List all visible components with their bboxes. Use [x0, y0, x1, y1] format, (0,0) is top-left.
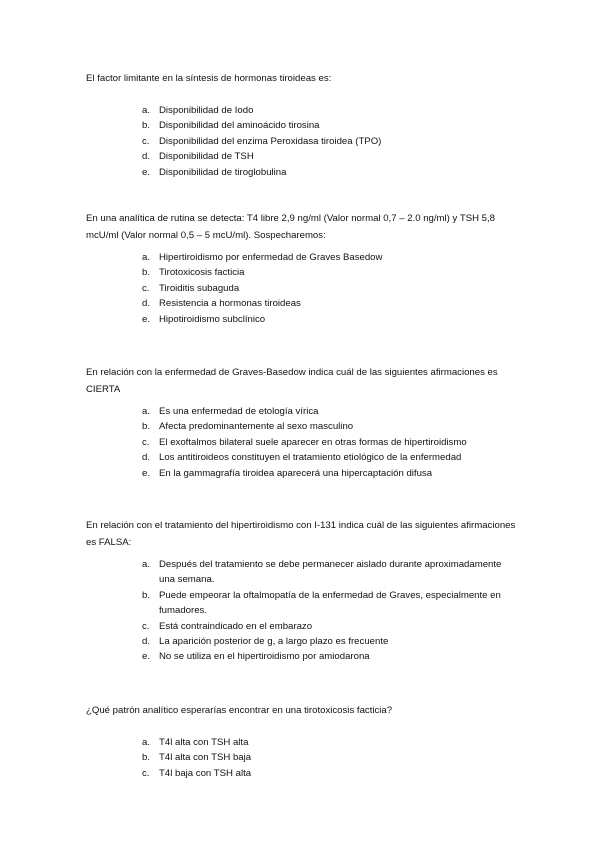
question-4 [86, 517, 526, 665]
option-item [142, 634, 502, 649]
option-item [142, 766, 522, 781]
question-stem: ¿Qué patrón analítico esperarías encontrar en una tirotoxicosis facticia? [86, 705, 393, 716]
option-letter: a. [142, 406, 151, 417]
option-item [142, 435, 522, 450]
option-letter: c. [142, 135, 150, 147]
option-letter: b. [142, 120, 151, 132]
option-letter: b. [142, 589, 151, 601]
option-text: No se utiliza en el hipertiroidismo por amiodarona [159, 651, 370, 663]
question-stem: En relación con la enfermedad de Graves-Basedow indica cuál de las siguientes afirmaciones es CIERTA [86, 367, 498, 395]
option-text: Puede empeorar la oftalmopatía de la enfermedad de Graves, especialmente en fumadores. [159, 589, 501, 617]
option-letter: c. [142, 767, 150, 779]
option-text: Disponibilidad del enzima Peroxidasa tiroidea (TPO) [159, 135, 382, 147]
options-list [142, 404, 522, 481]
option-item [142, 250, 522, 265]
option-item [142, 149, 522, 164]
question-5 [86, 702, 526, 781]
option-letter: b. [142, 421, 151, 433]
option-letter: a. [142, 559, 151, 570]
option-text: La aparición posterior de g, a largo plazo es frecuente [159, 636, 389, 648]
option-letter: d. [142, 452, 151, 464]
option-letter: a. [142, 252, 151, 263]
question-stem: El factor limitante en la síntesis de hormonas tiroideas es: [86, 73, 332, 84]
option-item [142, 750, 522, 765]
option-text: Disponibilidad del aminoácido tirosina [159, 120, 320, 132]
option-text: Resistencia a hormonas tiroideas [159, 298, 301, 310]
option-text: T4l baja con TSH alta [159, 767, 252, 779]
option-text: Tiroiditis subaguda [159, 282, 240, 294]
option-letter: e. [142, 166, 151, 178]
option-text: Disponibilidad de Iodo [159, 105, 254, 116]
question-stem: En relación con el tratamiento del hipertiroidismo con I-131 indica cuál de las siguientes afirmaciones es FALSA: [86, 520, 516, 548]
option-item [142, 419, 522, 434]
option-item [142, 165, 522, 180]
option-text: T4l alta con TSH alta [159, 737, 249, 748]
option-item [142, 281, 522, 296]
option-letter: a. [142, 105, 151, 116]
option-text: El exoftalmos bilateral suele aparecer en otras formas de hipertiroidismo [159, 436, 467, 448]
option-item [142, 450, 522, 465]
option-text: Disponibilidad de tiroglobulina [159, 166, 287, 178]
option-letter: c. [142, 620, 150, 632]
option-text: Está contraindicado en el embarazo [159, 620, 313, 632]
option-item [142, 312, 522, 327]
option-letter: d. [142, 298, 151, 310]
option-letter: c. [142, 282, 150, 294]
option-text: Después del tratamiento se debe permanecer aislado durante aproximadamente una semana. [159, 559, 502, 586]
option-item [142, 557, 502, 588]
question-2 [86, 210, 526, 327]
option-letter: e. [142, 313, 151, 325]
option-item [142, 296, 522, 311]
question-stem: En una analítica de rutina se detecta: T4 libre 2,9 ng/ml (Valor normal 0,7 – 2.0 ng/ml) y TSH 5,8 mcU/ml (Valor normal 0,5 – 5 mcU/ml). Sospecharemos: [86, 213, 496, 241]
question-1 [86, 70, 526, 180]
option-item [142, 404, 522, 419]
option-item [142, 619, 502, 634]
option-item [142, 265, 522, 280]
option-text: T4l alta con TSH baja [159, 752, 252, 764]
option-text: Hipertiroidismo por enfermedad de Graves Basedow [159, 252, 383, 263]
option-item [142, 103, 522, 118]
option-text: En la gammagrafía tiroidea aparecerá una hipercaptación difusa [159, 467, 433, 479]
option-item [142, 735, 522, 750]
option-item [142, 588, 502, 619]
option-letter: e. [142, 467, 151, 479]
option-letter: e. [142, 651, 151, 663]
option-text: Tirotoxicosis facticia [159, 267, 245, 279]
option-text: Los antitiroideos constituyen el tratamiento etiológico de la enfermedad [159, 452, 462, 464]
option-letter: d. [142, 151, 151, 163]
option-letter: d. [142, 636, 151, 648]
option-text: Disponibilidad de TSH [159, 151, 254, 163]
options-list [142, 735, 522, 781]
option-item [142, 118, 522, 133]
option-letter: a. [142, 737, 151, 748]
options-list [142, 557, 502, 665]
option-letter: b. [142, 752, 151, 764]
option-item [142, 466, 522, 481]
option-letter: c. [142, 436, 150, 448]
question-3 [86, 364, 526, 481]
option-letter: b. [142, 267, 151, 279]
option-text: Hipotiroidismo subclínico [159, 313, 266, 325]
option-item [142, 649, 502, 664]
option-item [142, 134, 522, 149]
options-list [142, 250, 522, 327]
option-text: Es una enfermedad de etología vírica [159, 406, 319, 417]
option-text: Afecta predominantemente al sexo masculino [159, 421, 354, 433]
options-list [142, 103, 522, 180]
